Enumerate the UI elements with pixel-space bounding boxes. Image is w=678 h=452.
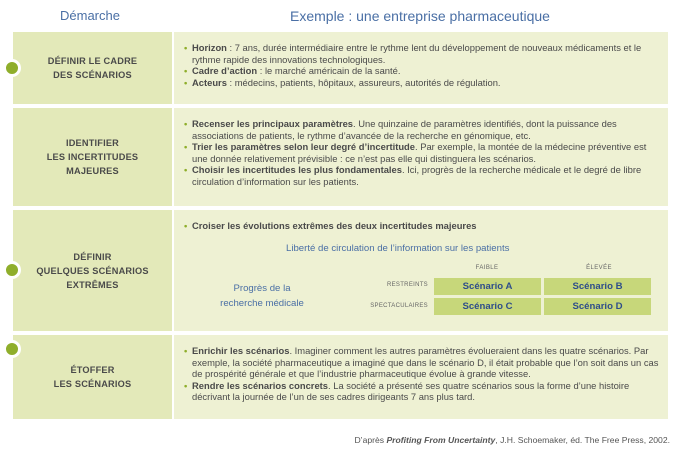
bullet-item: • Choisir les incertitudes les plus fondamentales. Ici, progrès de la recherche médicale et le degré de libre circulation d’information sur les patients. [184,164,660,187]
example-cell [174,108,668,206]
step-label-cell [13,32,172,104]
step-label: DÉFINIR LE CADRE DES SCÉNARIOS [47,56,138,80]
matrix-row-head-high: SPECTACULAIRES [370,303,428,309]
step-label-cell [13,108,172,206]
bullet-item: • Croiser les évolutions extrêmes des deux incertitudes majeures [184,220,660,232]
step-dot-icon [3,59,21,77]
column-header-exemple: Exemple : une entreprise pharmaceutique [290,8,550,24]
matrix-col-head-low: FAIBLE [475,265,499,271]
bullet-item: • Enrichir les scénarios. Imaginer comment les autres paramètres évolueraient dans les quatre scénarios. Par exemple, la société pharmaceutique a imaginé que dans le scénario D, il était probable que l’on soit dans un cas de prospérité générale et que l’industrie pharmaceutique évolue à grande vitesse. [184,345,660,380]
scenario-a-cell: Scénario A [434,278,541,295]
row-etoffer-scenarios [13,335,668,419]
bullet-item: • Rendre les scénarios concrets. La société a présenté ses quatre scénarios sous la forme d’une histoire décrivant la journée de l’un de ses cadres dirigeants 7 ans plus tard. [184,380,660,403]
step-label: DÉFINIR QUELQUES SCÉNARIOS EXTRÊMES [36,251,149,290]
source-credit: D’après Profiting From Uncertainty, J.H. Schoemaker, éd. The Free Press, 2002. [354,435,670,445]
scenario-d-cell: Scénario D [544,298,651,315]
step-label: IDENTIFIER LES INCERTITUDES MAJEURES [46,138,139,176]
matrix-row-axis-title: Progrès de la recherche médicale [220,283,304,309]
bullet-list [184,220,660,232]
matrix-row-head-low: RESTREINTS [386,282,428,288]
matrix-column-axis-title: Liberté de circulation de l’information sur les patients [286,243,510,254]
row-definir-cadre [13,32,668,104]
scenario-c-cell: Scénario C [434,298,541,315]
example-cell [174,335,668,419]
example-cell [174,32,668,104]
bullet-list [184,42,660,88]
bullet-list [184,345,660,403]
row-identifier-incertitudes [13,108,668,206]
step-dot-icon [3,340,21,358]
bullet-item: • Recenser les principaux paramètres. Une quinzaine de paramètres identifiés, dont la puissance des associations de patients, le rythme d’avancée de la recherche en génomique, etc. [184,118,660,141]
step-label-cell [13,335,172,419]
scenario-b-cell: Scénario B [544,278,651,295]
step-label-cell [13,210,172,331]
bullet-list [184,118,660,188]
step-dot-icon [3,261,21,279]
bullet-item: • Cadre d’action : le marché américain de la santé. [184,65,660,77]
column-header-demarche: Démarche [60,8,120,23]
matrix-col-head-high: ÉLEVÉE [586,265,612,271]
bullet-item: • Horizon : 7 ans, durée intermédiaire entre le rythme lent du développement de nouveaux médicaments et le rythme rapide des innovations technologiques. [184,42,660,65]
step-label: ÉTOFFER LES SCÉNARIOS [53,365,132,389]
bullet-item: • Acteurs : médecins, patients, hôpitaux, assureurs, autorités de régulation. [184,77,660,89]
example-cell [174,210,668,331]
bullet-item: • Trier les paramètres selon leur degré d’incertitude. Par exemple, la montée de la médecine préventive est une donnée relativement prévisible : ce n’est pas elle qui distinguera les scénarios. [184,141,660,164]
row-definir-scenarios [13,210,668,331]
